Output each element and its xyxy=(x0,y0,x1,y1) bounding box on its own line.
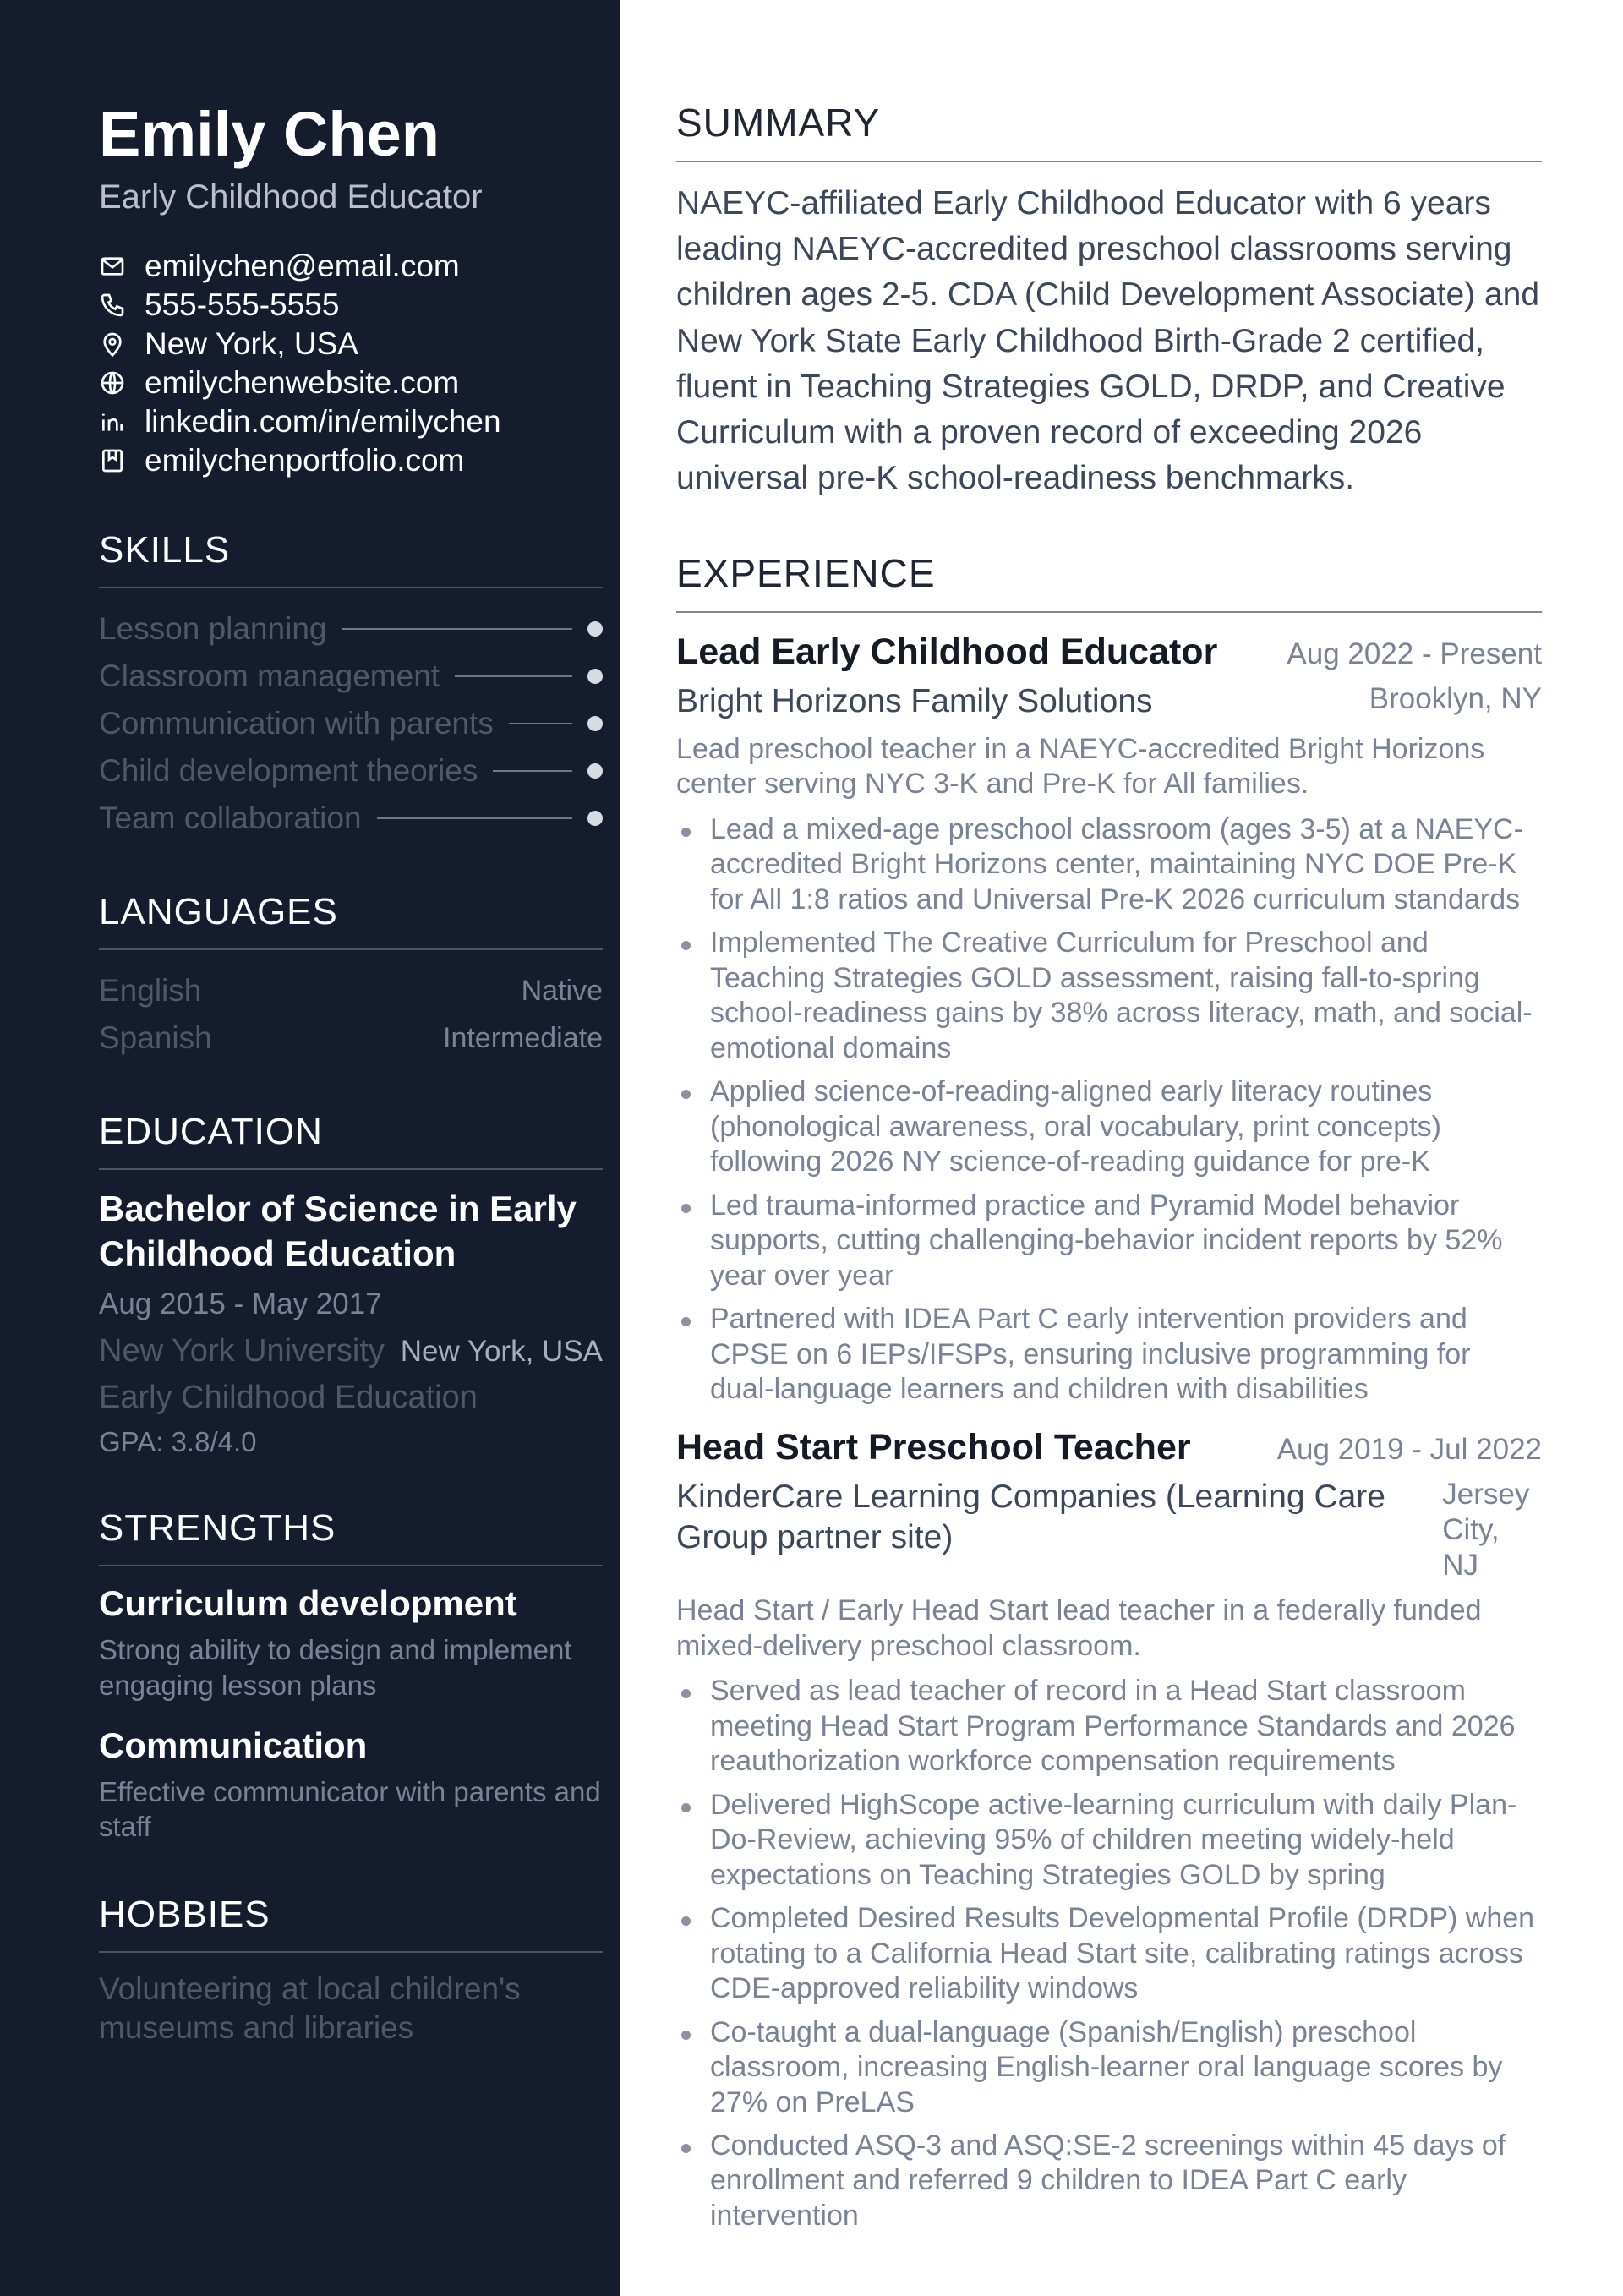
job-subheader xyxy=(676,1477,1542,1583)
contact-phone[interactable] xyxy=(99,286,603,325)
skill-label: Communication with parents xyxy=(99,706,494,741)
envelope-icon xyxy=(99,253,145,280)
job-header xyxy=(676,631,1542,673)
skill-item xyxy=(99,605,603,653)
job-location: Brooklyn, NY xyxy=(1369,682,1542,716)
skills-heading: SKILLS xyxy=(99,529,603,588)
skill-dot xyxy=(587,763,603,779)
skill-item xyxy=(99,747,603,795)
education-degree: Bachelor of Science in Early Childhood Education xyxy=(99,1189,577,1273)
education-location: New York, USA xyxy=(400,1335,603,1369)
skill-label: Lesson planning xyxy=(99,611,327,647)
candidate-title: Early Childhood Educator xyxy=(99,178,483,216)
job-location: Jersey City, NJ xyxy=(1442,1478,1530,1583)
education-heading: EDUCATION xyxy=(99,1111,603,1170)
hobby-text: Volunteering at local children's museums and libraries xyxy=(99,1971,521,2046)
strength-description: Strong ability to design and implement engaging lesson plans xyxy=(99,1634,572,1701)
language-item xyxy=(99,967,603,1014)
skill-item xyxy=(99,795,603,842)
languages-section xyxy=(99,891,603,1062)
skill-dot xyxy=(587,621,603,637)
main-inner xyxy=(676,100,1542,2254)
strengths-heading: STRENGTHS xyxy=(99,1507,603,1566)
education-school: New York University xyxy=(99,1333,385,1369)
contact-list xyxy=(99,247,603,480)
job-bullet: Led trauma-informed practice and Pyramid Model behavior supports, cutting challenging-behavior incident reports by 52% year over year xyxy=(676,1189,1542,1293)
contact-linkedin[interactable] xyxy=(99,402,603,441)
job-bullet: Partnered with IDEA Part C early intervention providers and CPSE on 6 IEPs/IFSPs, ensuring inclusive programming for dual-language learners and children with disabilities xyxy=(676,1302,1542,1407)
linkedin-icon xyxy=(99,408,145,435)
candidate-name: Emily Chen xyxy=(99,99,440,169)
summary-heading: SUMMARY xyxy=(676,100,1542,162)
globe-icon xyxy=(99,369,145,396)
skill-label: Classroom management xyxy=(99,659,440,694)
skill-dot xyxy=(587,669,603,684)
hobbies-heading: HOBBIES xyxy=(99,1894,603,1953)
job-bullet: Served as lead teacher of record in a Head Start classroom meeting Head Start Program Performance Standards and 2026 reauthorization workforce compensation requirements xyxy=(676,1674,1542,1779)
contact-portfolio[interactable] xyxy=(99,441,603,480)
skill-line xyxy=(377,817,572,819)
hobbies-section xyxy=(99,1894,603,2048)
skill-item xyxy=(99,700,603,747)
skill-dot xyxy=(587,716,603,731)
contact-website-text: emilychenwebsite.com xyxy=(145,365,460,401)
education-field: Early Childhood Education xyxy=(99,1380,478,1416)
job-bullets xyxy=(676,812,1542,1408)
contact-phone-text: 555-555-5555 xyxy=(145,287,340,323)
language-level: Native xyxy=(521,974,603,1007)
job-bullet: Applied science-of-reading-aligned early literacy routines (phonological awareness, oral vocabulary, print concepts) following 2026 NY science-of-reading guidance for pre-K xyxy=(676,1074,1542,1179)
skill-label: Team collaboration xyxy=(99,801,362,836)
main-content xyxy=(620,0,1623,2296)
language-name: English xyxy=(99,973,202,1009)
languages-heading: LANGUAGES xyxy=(99,891,603,950)
summary-text: NAEYC-affiliated Early Childhood Educator with 6 years leading NAEYC-accredited preschool classrooms serving children ages 2-5. CDA (Child Development Associate) and New York State Early Childhood Birth-Grade 2 certified, fluent in Teaching Strategies GOLD, DRDP, and Creative Curriculum with a proven record of exceeding 2026 universal pre-K school-readiness benchmarks. xyxy=(676,185,1540,497)
phone-icon xyxy=(99,292,145,319)
job-dates: Aug 2022 - Present xyxy=(1287,637,1542,671)
strength-title: Communication xyxy=(99,1725,368,1765)
language-level: Intermediate xyxy=(443,1021,603,1054)
education-section xyxy=(99,1111,603,1458)
language-name: Spanish xyxy=(99,1020,212,1056)
sidebar-content xyxy=(99,100,603,2048)
education-dates: Aug 2015 - May 2017 xyxy=(99,1287,382,1321)
language-item xyxy=(99,1014,603,1062)
strength-title: Curriculum development xyxy=(99,1583,517,1624)
strength-item xyxy=(99,1583,603,1703)
job-company: KinderCare Learning Companies (Learning Care Group partner site) xyxy=(676,1479,1385,1556)
job-description: Head Start / Early Head Start lead teacher in a federally funded mixed-delivery preschool classroom. xyxy=(676,1594,1482,1662)
job-header xyxy=(676,1427,1542,1468)
sidebar xyxy=(0,0,620,2296)
education-gpa: GPA: 3.8/4.0 xyxy=(99,1426,257,1458)
job-entry xyxy=(676,631,1542,1407)
strengths-section xyxy=(99,1507,603,1844)
contact-portfolio-text: emilychenportfolio.com xyxy=(145,443,465,478)
contact-location-text: New York, USA xyxy=(145,326,358,362)
job-dates: Aug 2019 - Jul 2022 xyxy=(1276,1433,1542,1467)
skill-line xyxy=(455,675,572,677)
job-entry xyxy=(676,1427,1542,2233)
skills-section xyxy=(99,529,603,842)
education-school-row xyxy=(99,1333,603,1369)
skill-line xyxy=(493,770,572,772)
job-role: Lead Early Childhood Educator xyxy=(676,631,1218,673)
skill-dot xyxy=(587,811,603,826)
strength-description: Effective communicator with parents and staff xyxy=(99,1775,601,1843)
location-pin-icon xyxy=(99,331,145,358)
job-bullet: Implemented The Creative Curriculum for Preschool and Teaching Strategies GOLD assessment, raising fall-to-spring school-readiness gains by 38% across literacy, math, and social-emotional domains xyxy=(676,926,1542,1066)
job-company: Bright Horizons Family Solutions xyxy=(676,683,1153,720)
job-subheader xyxy=(676,681,1542,722)
job-bullet: Co-taught a dual-language (Spanish/English) preschool classroom, increasing English-learner oral language scores by 27% on PreLAS xyxy=(676,2015,1542,2120)
contact-website[interactable] xyxy=(99,364,603,402)
contact-linkedin-text: linkedin.com/in/emilychen xyxy=(145,404,501,440)
summary-section xyxy=(676,100,1542,501)
job-role: Head Start Preschool Teacher xyxy=(676,1427,1191,1468)
contact-email[interactable] xyxy=(99,247,603,286)
job-bullet: Conducted ASQ-3 and ASQ:SE-2 screenings within 45 days of enrollment and referred 9 children to IDEA Part C early intervention xyxy=(676,2129,1542,2233)
bookmark-icon xyxy=(99,447,145,474)
job-bullets xyxy=(676,1674,1542,2233)
strength-item xyxy=(99,1725,603,1845)
skill-line xyxy=(509,723,572,724)
skill-line xyxy=(342,628,573,630)
contact-email-text: emilychen@email.com xyxy=(145,249,460,284)
job-bullet: Lead a mixed-age preschool classroom (ages 3-5) at a NAEYC-accredited Bright Horizons center, maintaining NYC DOE Pre-K for All 1:8 ratios and Universal Pre-K 2026 curriculum standards xyxy=(676,812,1542,917)
experience-heading: EXPERIENCE xyxy=(676,550,1542,613)
job-bullet: Delivered HighScope active-learning curriculum with daily Plan-Do-Review, achieving 95% of children meeting widely-held expectations on Teaching Strategies GOLD by spring xyxy=(676,1788,1542,1893)
skill-label: Child development theories xyxy=(99,753,478,789)
job-bullet: Completed Desired Results Developmental Profile (DRDP) when rotating to a California Head Start site, calibrating ratings across CDE-approved reliability windows xyxy=(676,1901,1542,2006)
skill-item xyxy=(99,653,603,700)
contact-location xyxy=(99,325,603,364)
experience-section xyxy=(676,550,1542,2233)
job-description: Lead preschool teacher in a NAEYC-accredited Bright Horizons center serving NYC 3-K and Pre-K for All families. xyxy=(676,733,1485,801)
